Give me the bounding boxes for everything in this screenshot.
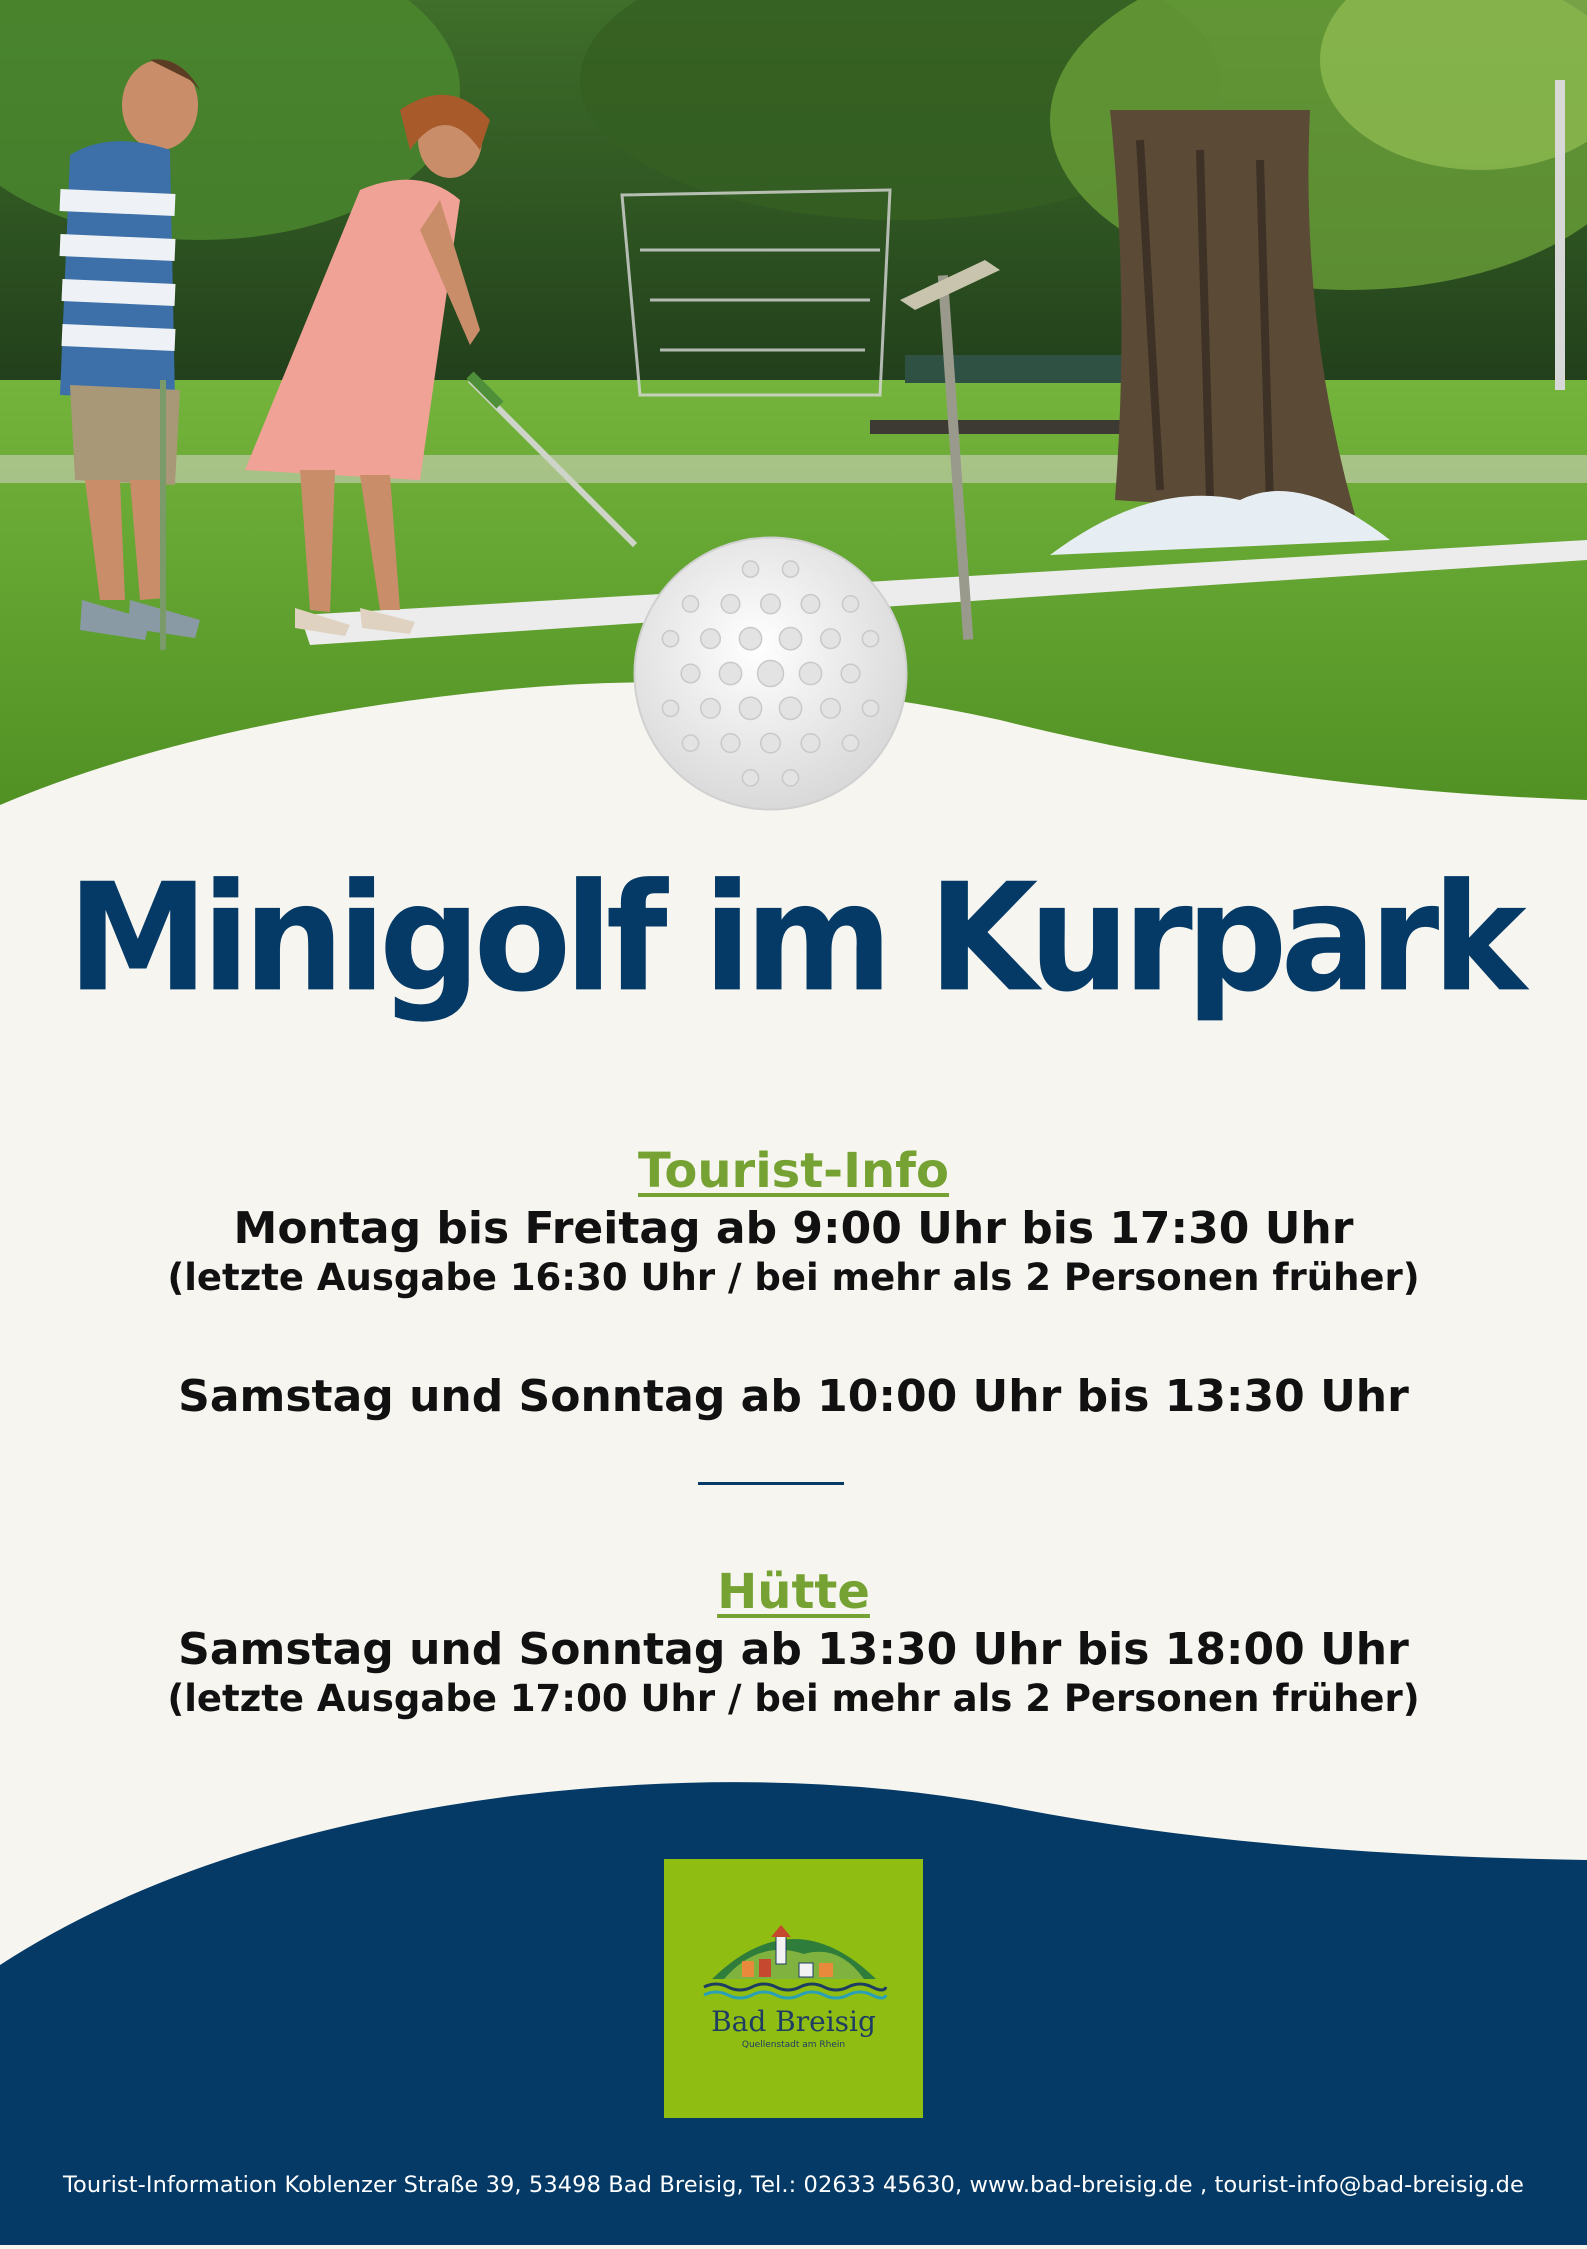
huette-heading: Hütte bbox=[717, 1564, 870, 1620]
page-title: Minigolf im Kurpark bbox=[67, 851, 1520, 1026]
tourist-info-weekend-hours: Samstag und Sonntag ab 10:00 Uhr bis 13:30 Uhr bbox=[178, 1371, 1409, 1422]
logo-name: Bad Breisig bbox=[711, 2005, 876, 2038]
tourist-info-heading: Tourist-Info bbox=[638, 1143, 949, 1199]
weekday-hours: Montag bis Freitag ab 9:00 Uhr bis 17:30 Uhr bbox=[233, 1202, 1354, 1254]
huette-weekend-hours: Samstag und Sonntag ab 13:30 Uhr bis 18:00 Uhr bbox=[178, 1623, 1409, 1675]
tourist-info-section bbox=[0, 1145, 1587, 1301]
bad-breisig-logo bbox=[664, 1859, 923, 2118]
huette-section bbox=[0, 1566, 1587, 1722]
weekday-note: (letzte Ausgabe 16:30 Uhr / bei mehr als 2 Personen früher) bbox=[167, 1256, 1420, 1300]
tourist-info-weekend bbox=[0, 1366, 1587, 1423]
footer-contact: Tourist-Information Koblenzer Straße 39, 53498 Bad Breisig, Tel.: 02633 45630, www.bad-breisig.de , tourist-info@bad-breisig.de bbox=[62, 2172, 1524, 2198]
golf-ball-icon bbox=[632, 535, 909, 812]
section-divider bbox=[698, 1482, 844, 1485]
huette-weekend-note: (letzte Ausgabe 17:00 Uhr / bei mehr als 2 Personen früher) bbox=[167, 1677, 1420, 1721]
logo-subtitle: Quellenstadt am Rhein bbox=[741, 2040, 846, 2050]
